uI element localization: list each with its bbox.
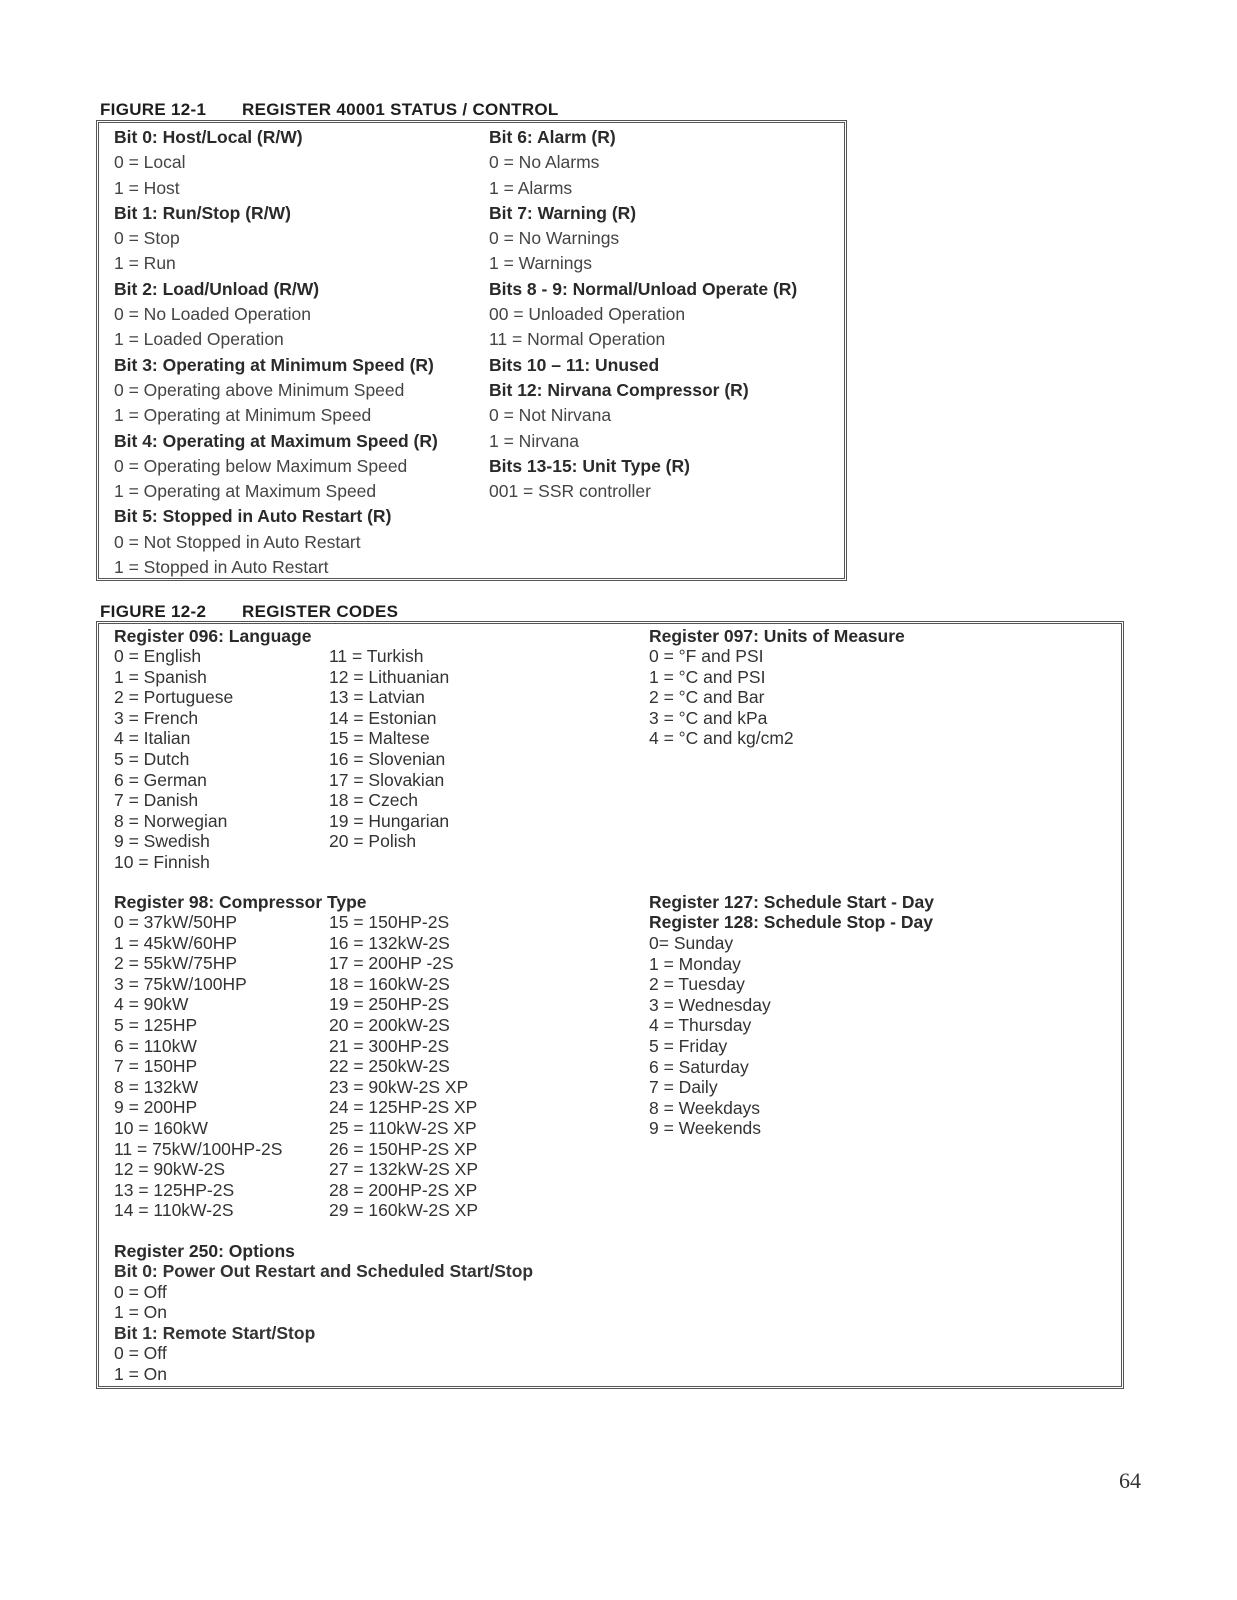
status-bit-row: 1 = Stopped in Auto Restart [114, 557, 329, 578]
schedule-day-row: 5 = Friday [649, 1035, 728, 1056]
status-bit-row: 1 = Operating at Minimum Speed [114, 405, 372, 426]
status-bit-row: 00 = Unloaded Operation [489, 304, 686, 325]
compressor-code-row: 0 = 37kW/50HP [114, 912, 238, 932]
language-code-row: 1 = Spanish [114, 666, 207, 687]
status-bit-row: 0 = Not Stopped in Auto Restart [114, 531, 361, 552]
options-row: 0 = Off [114, 1281, 167, 1302]
schedule-day-row: 1 = Monday [649, 953, 741, 974]
status-bit-row: 0 = Stop [114, 228, 180, 249]
schedule-stop-heading: Register 128: Schedule Stop - Day [649, 912, 933, 932]
units-code-row: 4 = °C and kg/cm2 [649, 728, 794, 749]
options-list [114, 1261, 533, 1385]
status-bit-row: Bit 2: Load/Unload (R/W) [114, 278, 320, 299]
schedule-day-row: 7 = Daily [649, 1077, 718, 1098]
compressor-code-row: 22 = 250kW-2S [329, 1056, 450, 1077]
compressor-code-row: 6 = 110kW [114, 1035, 197, 1056]
language-code-row: 10 = Finnish [114, 851, 210, 872]
figure-caption: REGISTER 40001 STATUS / CONTROL [242, 100, 559, 119]
status-bit-row: 0 = No Alarms [489, 152, 600, 173]
compressor-list-b [329, 912, 478, 1221]
language-code-row: 12 = Lithuanian [329, 666, 450, 687]
compressor-code-row: 8 = 132kW [114, 1076, 199, 1097]
compressor-code-row: 4 = 90kW [114, 994, 189, 1015]
language-code-row: 0 = English [114, 646, 202, 666]
units-heading: Register 097: Units of Measure [649, 626, 905, 646]
compressor-code-row: 15 = 150HP-2S [329, 912, 450, 932]
compressor-code-row: 10 = 160kW [114, 1117, 208, 1138]
language-heading: Register 096: Language [114, 626, 312, 646]
language-code-row: 13 = Latvian [329, 687, 425, 708]
units-code-row: 1 = °C and PSI [649, 666, 766, 687]
figure-label: FIGURE 12-2 [100, 602, 207, 621]
status-bit-row: Bit 3: Operating at Minimum Speed (R) [114, 354, 434, 375]
page-number: 64 [1119, 1468, 1141, 1493]
schedule-start-heading: Register 127: Schedule Start - Day [649, 892, 934, 912]
compressor-code-row: 12 = 90kW-2S [114, 1159, 226, 1180]
language-code-row: 19 = Hungarian [329, 810, 450, 831]
status-bit-row: 1 = Operating at Maximum Speed [114, 481, 377, 502]
options-row: 1 = On [114, 1363, 168, 1384]
compressor-code-row: 26 = 150HP-2S XP [329, 1138, 478, 1159]
status-bit-row: 0 = No Loaded Operation [114, 304, 312, 325]
compressor-code-row: 5 = 125HP [114, 1014, 198, 1035]
schedule-day-row: 8 = Weekdays [649, 1097, 761, 1118]
status-bit-row: 0 = Not Nirvana [489, 405, 612, 426]
options-row: Bit 1: Remote Start/Stop [114, 1322, 316, 1343]
language-code-row: 16 = Slovenian [329, 748, 446, 769]
compressor-code-row: 21 = 300HP-2S [329, 1035, 450, 1056]
status-bit-row: Bit 4: Operating at Maximum Speed (R) [114, 430, 438, 451]
compressor-code-row: 13 = 125HP-2S [114, 1179, 235, 1200]
compressor-code-row: 2 = 55kW/75HP [114, 953, 238, 974]
schedule-day-row: 6 = Saturday [649, 1056, 749, 1077]
compressor-code-row: 25 = 110kW-2S XP [329, 1117, 477, 1138]
compressor-code-row: 27 = 132kW-2S XP [329, 1159, 478, 1180]
compressor-code-row: 16 = 132kW-2S [329, 932, 450, 953]
schedule-day-row: 2 = Tuesday [649, 974, 745, 995]
units-list [649, 646, 794, 749]
status-bit-row: 1 = Alarms [489, 177, 573, 198]
status-bit-row: Bit 5: Stopped in Auto Restart (R) [114, 506, 392, 527]
schedule-day-row: 3 = Wednesday [649, 994, 771, 1015]
language-code-row: 3 = French [114, 707, 199, 728]
status-bit-row: Bits 10 – 11: Unused [489, 354, 660, 375]
register-40001-left-column [114, 125, 438, 580]
compressor-code-row: 1 = 45kW/60HP [114, 932, 238, 953]
language-code-row: 18 = Czech [329, 790, 419, 811]
status-bit-row: Bit 0: Host/Local (R/W) [114, 127, 303, 147]
status-bit-row: 1 = Warnings [489, 253, 592, 274]
compressor-code-row: 18 = 160kW-2S [329, 973, 450, 994]
compressor-list-a [114, 912, 282, 1221]
language-code-row: 20 = Polish [329, 831, 417, 852]
compressor-code-row: 28 = 200HP-2S XP [329, 1179, 478, 1200]
language-code-row: 15 = Maltese [329, 728, 430, 749]
status-bit-row: 11 = Normal Operation [489, 329, 666, 350]
status-bit-row: Bits 8 - 9: Normal/Unload Operate (R) [489, 278, 798, 299]
language-code-row: 8 = Norwegian [114, 810, 228, 831]
language-code-row: 17 = Slovakian [329, 769, 445, 790]
language-code-row: 11 = Turkish [329, 646, 424, 666]
status-bit-row: Bit 1: Run/Stop (R/W) [114, 202, 291, 223]
status-bit-row: Bit 6: Alarm (R) [489, 127, 616, 147]
options-heading: Register 250: Options [114, 1241, 295, 1261]
status-bit-row: 0 = No Warnings [489, 228, 620, 249]
compressor-code-row: 3 = 75kW/100HP [114, 973, 247, 994]
options-row: Bit 0: Power Out Restart and Scheduled Start/Stop [114, 1261, 534, 1281]
figure-caption: REGISTER CODES [242, 602, 399, 621]
status-bit-row: 1 = Run [114, 253, 176, 274]
status-bit-row: 1 = Nirvana [489, 430, 579, 451]
figure-label: FIGURE 12-1 [100, 100, 207, 119]
language-code-row: 7 = Danish [114, 790, 199, 811]
status-bit-row: Bits 13-15: Unit Type (R) [489, 455, 690, 476]
options-row: 1 = On [114, 1302, 168, 1323]
schedule-day-row: 4 = Thursday [649, 1015, 752, 1036]
figure-12-2-title [100, 602, 398, 622]
options-row: 0 = Off [114, 1343, 167, 1364]
status-bit-row: 0 = Operating below Maximum Speed [114, 455, 408, 476]
language-code-row: 5 = Dutch [114, 748, 190, 769]
language-list-a [114, 646, 233, 873]
compressor-code-row: 14 = 110kW-2S [114, 1200, 234, 1221]
status-bit-row: Bit 12: Nirvana Compressor (R) [489, 379, 749, 400]
status-bit-row: 0 = Operating above Minimum Speed [114, 379, 405, 400]
schedule-day-list [649, 933, 771, 1139]
units-code-row: 3 = °C and kPa [649, 707, 768, 728]
figure-12-1-title [100, 100, 559, 120]
compressor-heading: Register 98: Compressor Type [114, 892, 367, 912]
register-40001-right-column [489, 125, 797, 504]
status-bit-row: 0 = Local [114, 152, 186, 173]
compressor-code-row: 9 = 200HP [114, 1097, 198, 1118]
status-bit-row: Bit 7: Warning (R) [489, 202, 637, 223]
language-code-row: 9 = Swedish [114, 831, 210, 852]
language-code-row: 4 = Italian [114, 728, 191, 749]
compressor-code-row: 29 = 160kW-2S XP [329, 1200, 478, 1221]
units-code-row: 0 = °F and PSI [649, 646, 764, 666]
status-bit-row: 1 = Loaded Operation [114, 329, 284, 350]
compressor-code-row: 20 = 200kW-2S [329, 1014, 450, 1035]
language-list-b [329, 646, 449, 852]
units-code-row: 2 = °C and Bar [649, 687, 765, 708]
compressor-code-row: 24 = 125HP-2S XP [329, 1097, 478, 1118]
status-bit-row: 001 = SSR controller [489, 481, 651, 502]
schedule-day-row: 0= Sunday [649, 933, 734, 953]
language-code-row: 14 = Estonian [329, 707, 437, 728]
compressor-code-row: 11 = 75kW/100HP-2S [114, 1138, 283, 1159]
compressor-code-row: 7 = 150HP [114, 1056, 198, 1077]
schedule-day-row: 9 = Weekends [649, 1118, 762, 1139]
language-code-row: 2 = Portuguese [114, 687, 234, 708]
language-code-row: 6 = German [114, 769, 207, 790]
compressor-code-row: 23 = 90kW-2S XP [329, 1076, 469, 1097]
compressor-code-row: 17 = 200HP -2S [329, 953, 454, 974]
compressor-code-row: 19 = 250HP-2S [329, 994, 450, 1015]
status-bit-row: 1 = Host [114, 177, 180, 198]
